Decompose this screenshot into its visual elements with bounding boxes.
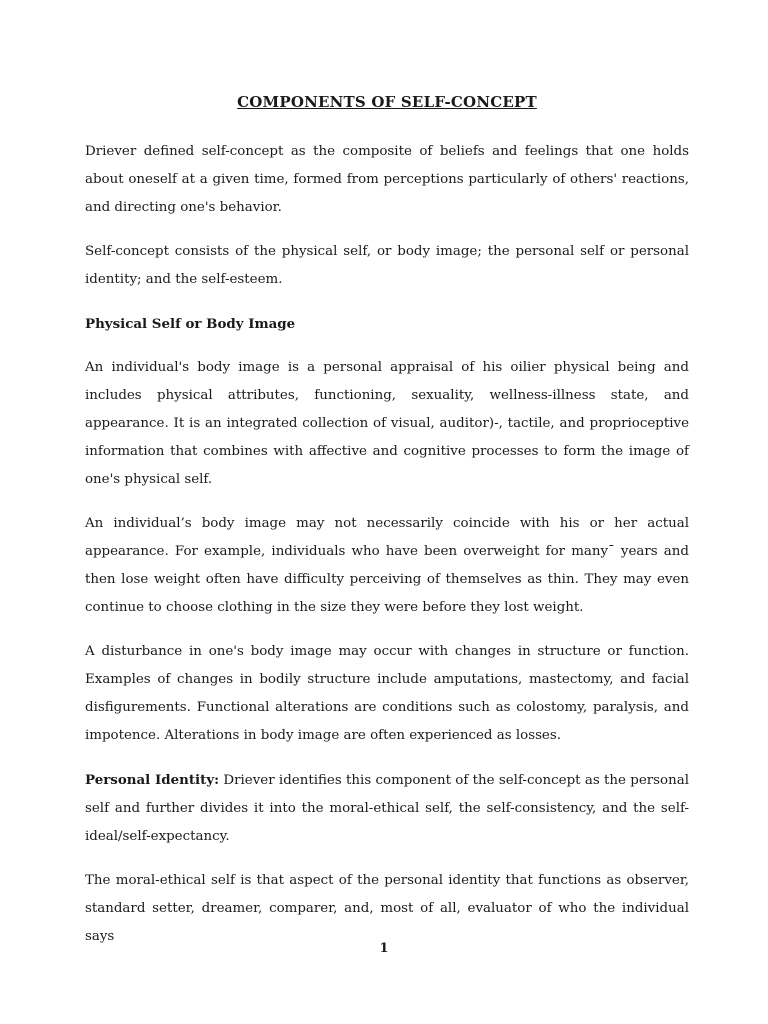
- paragraph-body-image: An individual's body image is a personal appraisal of his oilier physical being and includes physical attributes, functioning, sexuality, wellness-illness state, and appearance. It is an integrated collection of visual, auditor)-, tactile, and proprioceptive information that combines with affective and cognitive processes to form the image of one's physical self.: [85, 360, 689, 487]
- paragraph-personal-identity: [85, 766, 689, 851]
- paragraph-body-image-disturbance: A disturbance in one's body image may occur with changes in structure or function. Examples of changes in bodily structure include amputations, mastectomy, and facial disfigurements. Functional alterations are conditions such as colostomy, paralysis, and impotence. Alterations in body image are often experienced as losses.: [85, 644, 689, 743]
- document-page: [85, 88, 689, 967]
- paragraph-body-image-appearance: An individual’s body image may not necessarily coincide with his or her actual appearance. For example, individuals who have been overweight for manyˉ years and then lose weight often have difficulty perceiving of themselves as thin. They may even continue to choose clothing in the size they were before they lost weight.: [85, 516, 689, 615]
- personal-identity-text: Driever identifies this component of the self-concept as the personal self and further divides it into the moral-ethical self, the self-consistency, and the self-ideal/self-expectancy.: [85, 773, 689, 844]
- personal-identity-label: Personal Identity:: [85, 772, 220, 788]
- section-heading-physical-self: Physical Self or Body Image: [85, 316, 296, 332]
- paragraph-components: Self-concept consists of the physical self, or body image; the personal self or personal identity; and the self-esteem.: [85, 244, 689, 287]
- paragraph-moral-ethical-self: The moral-ethical self is that aspect of the personal identity that functions as observer, standard setter, dreamer, comparer, and, most of all, evaluator of who the individual says: [85, 873, 689, 944]
- page-number: 1: [379, 941, 389, 956]
- document-title: COMPONENTS OF SELF-CONCEPT: [237, 93, 537, 111]
- paragraph-definition: Driever defined self-concept as the composite of beliefs and feelings that one holds about oneself at a given time, formed from perceptions particularly of others' reactions, and directing one's behavior.: [85, 144, 689, 215]
